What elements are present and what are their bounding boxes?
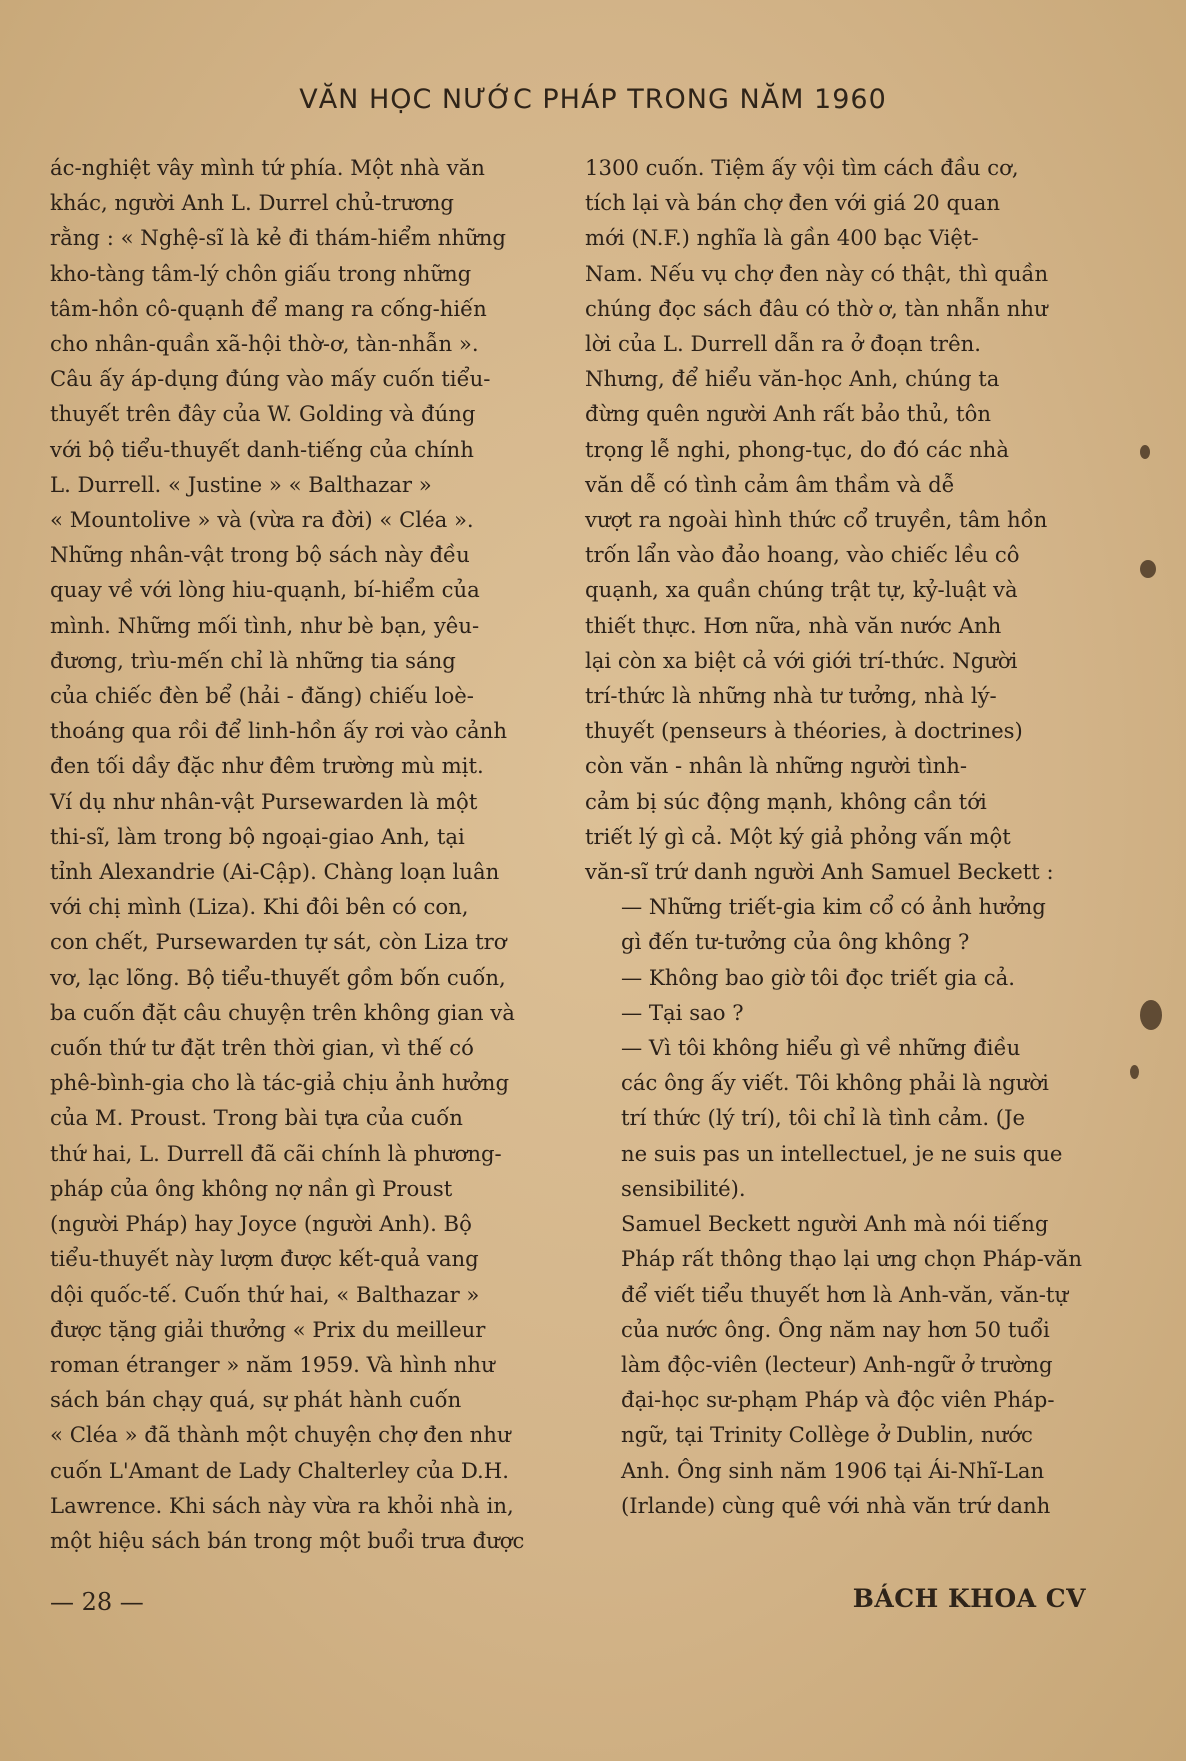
text-line: mình. Những mối tình, như bè bạn, yêu- (50, 612, 480, 638)
text-line: pháp của ông không nợ nần gì Proust (50, 1175, 453, 1201)
paragraph-2 (585, 1206, 1087, 1523)
interview-answer-1: — Không bao giờ tôi đọc triết gia cả. (621, 964, 1015, 990)
running-header: VĂN HỌC NƯỚC PHÁP TRONG NĂM 1960 (299, 84, 887, 115)
paper-stain (1140, 1000, 1162, 1030)
text-line: còn văn - nhân là những người tình- (585, 753, 968, 779)
text-line: cho nhân-quần xã-hội thờ-ơ, tàn-nhẫn ». (50, 331, 479, 357)
text-line: thiết thực. Hơn nữa, nhà văn nước Anh (585, 612, 1002, 638)
text-line: Nhưng, để hiểu văn-học Anh, chúng ta (585, 366, 1000, 392)
text-line: quạnh, xa quần chúng trật tự, kỷ-luật và (585, 577, 1018, 603)
paper-stain (1130, 1065, 1139, 1079)
text-line: mới (N.F.) nghĩa là gần 400 bạc Việt- (585, 225, 979, 251)
text-line: Samuel Beckett người Anh mà nói tiếng (621, 1211, 1049, 1237)
text-line: của M. Proust. Trong bài tựa của cuốn (50, 1105, 463, 1131)
text-line: « Mountolive » và (vừa ra đời) « Cléa ». (50, 507, 474, 533)
text-line: roman étranger » năm 1959. Và hình như (50, 1351, 495, 1377)
text-line: của nước ông. Ông năm nay hơn 50 tuổi (621, 1316, 1050, 1342)
text-line: Anh. Ông sinh năm 1906 tại Ái-Nhĩ-Lan (621, 1457, 1045, 1483)
text-line: đại-học sư-phạm Pháp và độc viên Pháp- (621, 1387, 1055, 1413)
interview-answer-2 (585, 1030, 1087, 1206)
text-line: cuốn thứ tư đặt trên thời gian, vì thế có (50, 1035, 474, 1061)
text-line: trốn lẩn vào đảo hoang, vào chiếc lều cô (585, 542, 1020, 568)
text-line: cuốn L'Amant de Lady Chalterley của D.H. (50, 1457, 509, 1483)
paragraph-1 (585, 150, 1087, 889)
text-line: ngữ, tại Trinity Collège ở Dublin, nước (621, 1422, 1033, 1448)
text-line: trí-thức là những nhà tư tưởng, nhà lý- (585, 683, 997, 709)
text-line: lại còn xa biệt cả với giới trí-thức. Người (585, 647, 1018, 673)
text-line: — Vì tôi không hiểu gì về những điều (621, 1035, 1021, 1061)
text-line: tâm-hồn cô-quạnh để mang ra cống-hiến (50, 295, 487, 321)
text-line: sensibilité). (621, 1175, 746, 1201)
page-number: — 28 — (50, 1588, 144, 1616)
text-line: — Những triết-gia kim cổ có ảnh hưởng (621, 894, 1046, 920)
text-line: Những nhân-vật trong bộ sách này đều (50, 542, 470, 568)
text-line: Ví dụ như nhân-vật Pursewarden là một (50, 788, 478, 814)
text-line: vượt ra ngoài hình thức cổ truyền, tâm hồn (585, 507, 1048, 533)
text-line: với chị mình (Liza). Khi đôi bên có con, (50, 894, 469, 920)
text-line: Câu ấy áp-dụng đúng vào mấy cuốn tiểu- (50, 366, 491, 392)
text-line: một hiệu sách bán trong một buổi trưa được (50, 1527, 525, 1553)
text-line: gì đến tư-tưởng của ông không ? (621, 929, 970, 955)
text-line: với bộ tiểu-thuyết danh-tiếng của chính (50, 436, 474, 462)
text-line: lời của L. Durrell dẫn ra ở đoạn trên. (585, 331, 981, 357)
text-line: của chiếc đèn bể (hải - đăng) chiếu loè- (50, 683, 474, 709)
text-line: được tặng giải thưởng « Prix du meilleur (50, 1316, 486, 1342)
text-line: trọng lễ nghi, phong-tục, do đó các nhà (585, 436, 1009, 462)
interview-question-1 (585, 889, 1087, 959)
text-line: làm độc-viên (lecteur) Anh-ngữ ở trường (621, 1351, 1053, 1377)
text-line: văn dễ có tình cảm âm thầm và dễ (585, 471, 955, 497)
text-line: trí thức (lý trí), tôi chỉ là tình cảm. (Je (621, 1105, 1026, 1131)
text-line: sách bán chạy quá, sự phát hành cuốn (50, 1387, 462, 1413)
text-line: thuyết trên đây của W. Golding và đúng (50, 401, 476, 427)
text-line: tích lại và bán chợ đen với giá 20 quan (585, 190, 1000, 216)
text-line: 1300 cuốn. Tiệm ấy vội tìm cách đầu cơ, (585, 155, 1019, 180)
text-line: khác, người Anh L. Durrel chủ-trương (50, 190, 454, 216)
text-line: chúng đọc sách đâu có thờ ơ, tàn nhẫn như (585, 295, 1048, 321)
text-line: Nam. Nếu vụ chợ đen này có thật, thì quần (585, 260, 1049, 286)
text-line: triết lý gì cả. Một ký giả phỏng vấn một (585, 823, 1011, 849)
text-line: Lawrence. Khi sách này vừa ra khỏi nhà in, (50, 1492, 514, 1518)
text-line: L. Durrell. « Justine » « Balthazar » (50, 471, 432, 497)
text-line: ác-nghiệt vây mình tứ phía. Một nhà văn (50, 155, 485, 180)
text-line: rằng : « Nghệ-sĩ là kẻ đi thám-hiểm những (50, 225, 506, 251)
text-line: đừng quên người Anh rất bảo thủ, tôn (585, 401, 991, 427)
text-line: dội quốc-tế. Cuốn thứ hai, « Balthazar » (50, 1281, 480, 1307)
text-line: thuyết (penseurs à théories, à doctrines) (585, 718, 1023, 744)
paper-stain (1140, 445, 1150, 459)
text-line: kho-tàng tâm-lý chôn giấu trong những (50, 260, 472, 286)
text-line: « Cléa » đã thành một chuyện chợ đen như (50, 1422, 511, 1448)
text-line: (người Pháp) hay Joyce (người Anh). Bộ (50, 1211, 472, 1237)
text-line: các ông ấy viết. Tôi không phải là người (621, 1070, 1049, 1096)
paper-stain (1140, 560, 1156, 578)
right-column (585, 150, 1087, 1523)
text-line: quay về với lòng hiu-quạnh, bí-hiểm của (50, 577, 480, 603)
text-line: thứ hai, L. Durrell đã cãi chính là phương- (50, 1140, 502, 1166)
text-line: tiểu-thuyết này lượm được kết-quả vang (50, 1246, 479, 1272)
text-line: vơ, lạc lõng. Bộ tiểu-thuyết gồm bốn cuốn, (50, 964, 506, 990)
text-line: cảm bị súc động mạnh, không cần tới (585, 788, 987, 814)
text-line: ba cuốn đặt câu chuyện trên không gian và (50, 999, 515, 1025)
magazine-name: BÁCH KHOA CV (852, 1584, 1086, 1613)
text-line: để viết tiểu thuyết hơn là Anh-văn, văn-tự (621, 1281, 1069, 1307)
text-line: đương, trìu-mến chỉ là những tia sáng (50, 647, 456, 673)
text-line: tỉnh Alexandrie (Ai-Cập). Chàng loạn luân (50, 859, 500, 885)
text-line: đen tối dầy đặc như đêm trường mù mịt. (50, 753, 484, 779)
text-line: văn-sĩ trứ danh người Anh Samuel Beckett : (585, 859, 1054, 885)
text-line: ne suis pas un intellectuel, je ne suis que (621, 1140, 1063, 1166)
text-line: phê-bình-gia cho là tác-giả chịu ảnh hưởng (50, 1070, 510, 1096)
left-column (50, 150, 550, 1558)
interview-question-2: — Tại sao ? (621, 999, 744, 1025)
text-line: Pháp rất thông thạo lại ưng chọn Pháp-văn (621, 1246, 1082, 1272)
left-column-text (50, 150, 550, 1558)
text-line: thi-sĩ, làm trong bộ ngoại-giao Anh, tại (50, 823, 465, 849)
text-line: thoáng qua rồi để linh-hồn ấy rơi vào cảnh (50, 718, 507, 744)
text-line: (Irlande) cùng quê với nhà văn trứ danh (621, 1492, 1051, 1518)
text-line: con chết, Pursewarden tự sát, còn Liza trơ (50, 929, 507, 955)
